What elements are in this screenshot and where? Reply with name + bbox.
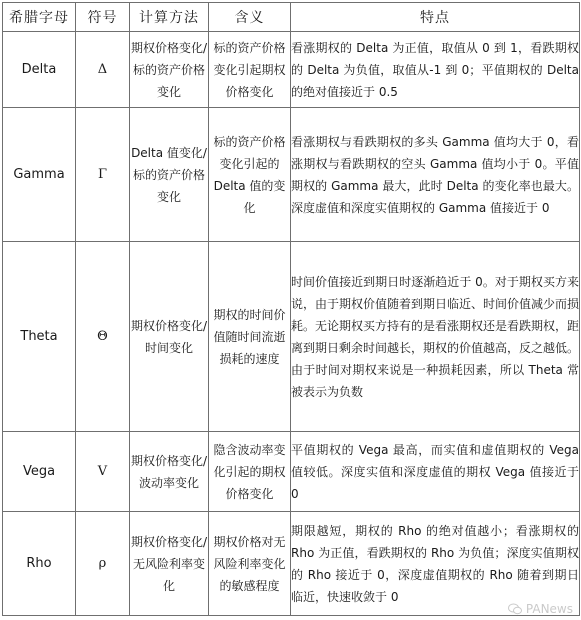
greek-traits: 平值期权的 Vega 最高，而实值和虚值期权的 Vega 值较低。深度实值和深度虚值的期权 Vega 值接近于 0	[291, 432, 580, 512]
wechat-icon	[508, 603, 522, 615]
greek-name: Delta	[3, 32, 76, 108]
header-row	[3, 3, 580, 32]
greek-meaning: 期权的时间价值随时间流逝损耗的速度	[209, 242, 291, 432]
greek-name: Vega	[3, 432, 76, 512]
header-method: 计算方法	[130, 3, 209, 32]
greek-meaning: 标的资产价格变化引起期权价格变化	[209, 32, 291, 108]
header-meaning: 含义	[209, 3, 291, 32]
header-traits: 特点	[291, 3, 580, 32]
greek-name: Theta	[3, 242, 76, 432]
greek-meaning: 隐含波动率变化引起的期权价格变化	[209, 432, 291, 512]
greek-meaning: 标的资产价格变化引起的 Delta 值的变化	[209, 108, 291, 242]
greek-symbol: Γ	[76, 108, 130, 242]
greek-traits: 看涨期权与看跌期权的多头 Gamma 值均大于 0，看涨期权与看跌期权的空头 Gamma 值均小于 0。平值期权的 Gamma 最大，此时 Delta 的变化率也最大。深度虚值和深度实值期权的 Gamma 值接近于 0	[291, 108, 580, 242]
greek-method: 期权价格变化/标的资产价格变化	[130, 32, 209, 108]
watermark-text: PANews	[525, 602, 573, 616]
watermark	[508, 602, 573, 616]
greek-traits: 期限越短，期权的 Rho 的绝对值越小；看涨期权的 Rho 为正值，看跌期权的 Rho 为负值；深度实值期权的 Rho 接近于 0，深度虚值期权的 Rho 随着到期日临近，快速收敛于 0	[291, 512, 580, 616]
greek-name: Rho	[3, 512, 76, 616]
greek-method: 期权价格变化/时间变化	[130, 242, 209, 432]
greek-method: Delta 值变化/标的资产价格变化	[130, 108, 209, 242]
greek-symbol: ρ	[76, 512, 130, 616]
greek-traits: 时间价值接近到期日时逐渐趋近于 0。对于期权买方来说，由于期权价值随着到期日临近、时间价值减少而损耗。无论期权买方持有的是看涨期权还是看跌期权，距离到期日剩余时间越长，期权的价值越高，反之越低。由于时间对期权来说是一种损耗因素，所以 Theta 常被表示为负数	[291, 242, 580, 432]
header-greek-letter: 希腊字母	[3, 3, 76, 32]
greeks-table	[2, 2, 580, 616]
greek-meaning: 期权价格对无风险利率变化的敏感程度	[209, 512, 291, 616]
table-row	[3, 512, 580, 616]
greek-symbol: Θ	[76, 242, 130, 432]
table-row	[3, 108, 580, 242]
greek-traits: 看涨期权的 Delta 为正值，取值从 0 到 1，看跌期权的 Delta 为负值，取值从-1 到 0；平值期权的 Delta 的绝对值接近于 0.5	[291, 32, 580, 108]
header-symbol: 符号	[76, 3, 130, 32]
greek-symbol: Δ	[76, 32, 130, 108]
greek-method: 期权价格变化/无风险利率变化	[130, 512, 209, 616]
table-row	[3, 32, 580, 108]
greek-symbol: V	[76, 432, 130, 512]
greek-name: Gamma	[3, 108, 76, 242]
table-row	[3, 242, 580, 432]
table-row	[3, 432, 580, 512]
greek-method: 期权价格变化/波动率变化	[130, 432, 209, 512]
